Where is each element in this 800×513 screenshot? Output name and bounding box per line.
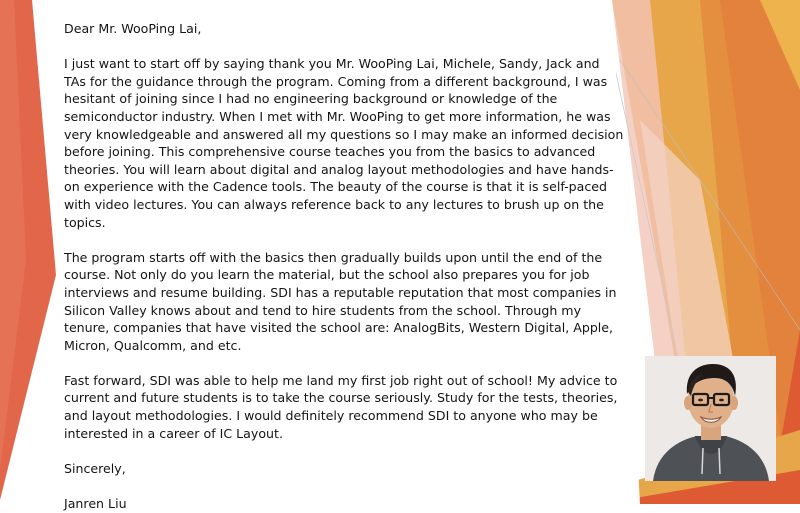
letter-greeting: Dear Mr. WooPing Lai,: [64, 21, 202, 36]
letter-paragraph-3: Fast forward, SDI was able to help me land my first job right out of school! My advice to current and future students is to take the course seriously. Study for the tests, theories, and layout methodologies. I would definitely recommend SDI to anyone who may be interested in a career of IC Layout.: [64, 372, 618, 441]
letter-signature: Janren Liu: [64, 496, 127, 512]
letter-paragraph-2: The program starts off with the basics then gradually builds upon until the end of the course. Not only do you learn the material, but the school also prepares you for job interviews and resume building. SDI has a reputable reputation that most companies in Silicon Valley knows about and tend to hire students from the school. Through my tenure, companies that have visited the school are: AnalogBits, Western Digital, Apple, Micron, Qualcomm, and etc.: [64, 249, 617, 353]
letter-paragraph-1: I just want to start off by saying thank you Mr. WooPing Lai, Michele, Sandy, Jack and TAs for the guidance through the program. Coming from a different background, I was hesitant of joining since I had no engineering background or knowledge of the semiconductor industry. When I met with Mr. WooPing to get more information, he was very knowledgeable and answered all my questions so I may make an informed decision before joining. This comprehensive course teaches you from the basics to advanced theories. You will learn about digital and analog layout methodologies and have hands-on experience with the Cadence tools. The beauty of the course is that it is self-paced with video lectures. You can always reference back to any lectures to brush up on the topics.: [64, 56, 624, 230]
letter-closing: Sincerely,: [64, 460, 126, 476]
portrait-illustration: [645, 356, 776, 481]
author-portrait-photo: [645, 356, 776, 481]
testimonial-letter: [64, 20, 624, 513]
